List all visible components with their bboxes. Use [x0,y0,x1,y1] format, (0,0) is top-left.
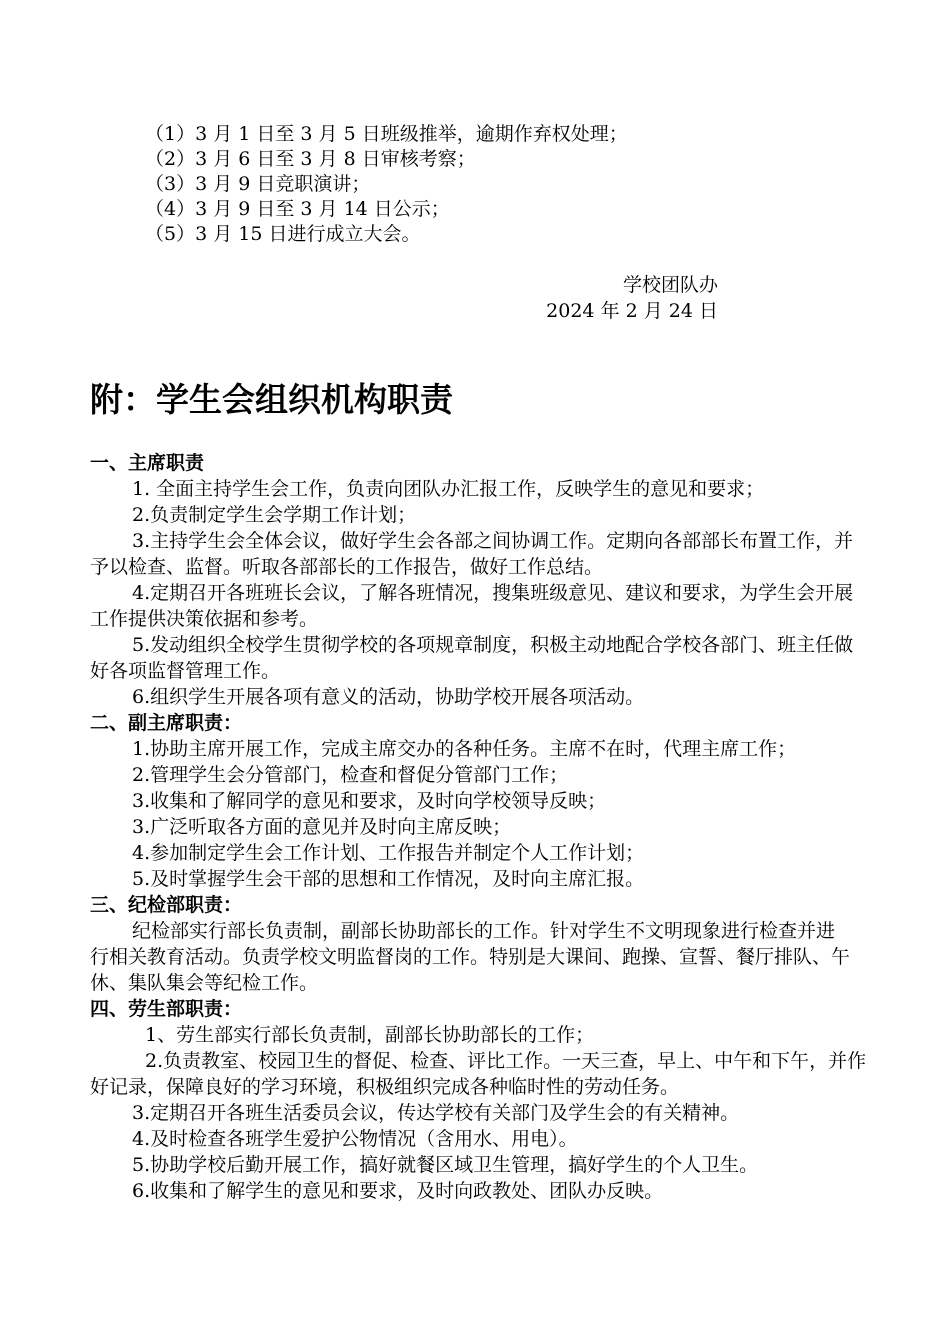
duty-item: 1.协助主席开展工作，完成主席交办的各种任务。主席不在时，代理主席工作； [132,738,797,760]
duty-item: 5.及时掌握学生会干部的思想和工作情况，及时向主席汇报。 [132,868,645,890]
duty-item: 3.广泛听取各方面的意见并及时向主席反映； [132,816,512,838]
signature-date: 2024 年 2 月 24 日 [546,300,718,322]
duty-item: 4.参加制定学生会工作计划、工作报告并制定个人工作计划； [132,842,645,864]
section-heading-labor: 四、劳生部职责： [90,998,243,1020]
duty-item: 2.负责教室、校园卫生的督促、检查、评比工作。一天三查，早上、中午和下午，并作好记录，保障良好的学习环境，积极组织完成各种临时性的劳动任务。 [90,1050,867,1098]
duties-body [90,450,870,1204]
schedule-item: （5）3 月 15 日进行成立大会。 [145,223,421,245]
section-heading-vice-chairman: 二、副主席职责： [90,712,243,734]
duty-item: 3.主持学生会全体会议，做好学生会各部之间协调工作。定期向各部部长布置工作，并予以检查、监督。听取各部部长的工作报告，做好工作总结。 [90,530,854,578]
duty-item: 3.收集和了解同学的意见和要求，及时向学校领导反映； [132,790,607,812]
duty-item: 纪检部实行部长负责制，副部长协助部长的工作。针对学生不文明现象进行检查并进行相关教育活动。负责学校文明监督岗的工作。特别是大课间、跑操、宣誓、餐厅排队、午休、集队集会等纪检工作。 [90,920,851,994]
duty-item: 5.发动组织全校学生贯彻学校的各项规章制度，积极主动地配合学校各部门、班主任做好各项监督管理工作。 [90,634,854,682]
schedule-list [145,122,628,247]
duty-item: 2.管理学生会分管部门，检查和督促分管部门工作； [132,764,569,786]
section-heading-chairman: 一、主席职责 [90,452,205,474]
duty-item: 2.负责制定学生会学期工作计划； [132,504,417,526]
signature-org: 学校团队办 [622,274,718,296]
duty-item: 4.定期召开各班班长会议，了解各班情况，搜集班级意见、建议和要求，为学生会开展工作提供决策依据和参考。 [90,582,854,630]
duty-item: 4.及时检查各班学生爱护公物情况（含用水、用电）。 [132,1128,578,1150]
schedule-item: （3）3 月 9 日竞职演讲； [145,173,371,195]
schedule-item: （1）3 月 1 日至 3 月 5 日班级推举，逾期作弃权处理； [145,123,628,145]
signature-block [546,272,718,324]
section-heading-discipline: 三、纪检部职责： [90,894,243,916]
duty-item: 5.协助学校后勤开展工作，搞好就餐区域卫生管理，搞好学生的个人卫生。 [132,1154,759,1176]
schedule-item: （2）3 月 6 日至 3 月 8 日审核考察； [145,148,476,170]
attachment-title: 附：学生会组织机构职责 [90,380,453,419]
schedule-item: （4）3 月 9 日至 3 月 14 日公示； [145,198,450,220]
duty-item: 6.收集和了解学生的意见和要求，及时向政教处、团队办反映。 [132,1180,664,1202]
duty-item: 6.组织学生开展各项有意义的活动，协助学校开展各项活动。 [132,686,645,708]
duty-item: 1、劳生部实行部长负责制，副部长协助部长的工作； [145,1024,595,1046]
duty-item: 1. 全面主持学生会工作，负责向团队办汇报工作，反映学生的意见和要求； [132,478,765,500]
duty-item: 3.定期召开各班生活委员会议，传达学校有关部门及学生会的有关精神。 [132,1102,740,1124]
